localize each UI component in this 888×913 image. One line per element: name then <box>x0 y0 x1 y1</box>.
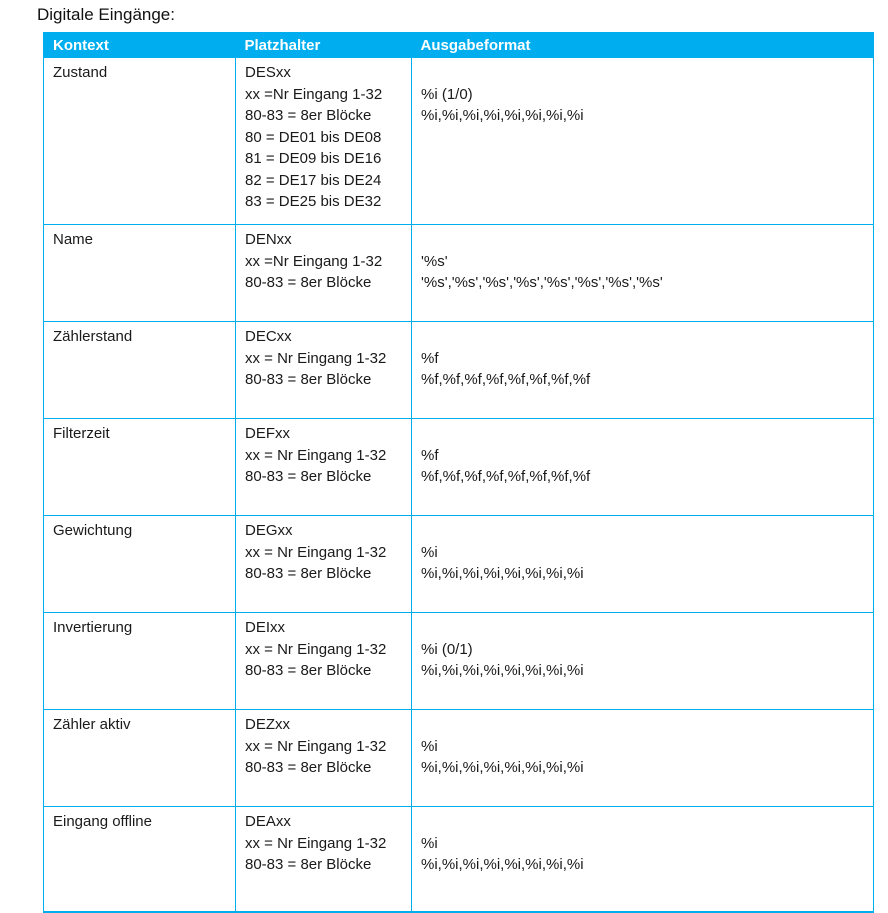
kontext-label: Zählerstand <box>53 328 133 345</box>
cell-platzhalter <box>236 419 412 516</box>
platzhalter-line: DEFxx <box>245 425 290 442</box>
platzhalter-line: 83 = DE25 bis DE32 <box>245 193 382 210</box>
ausgabeformat-line: '%s' <box>421 252 448 270</box>
platzhalter-line: DEIxx <box>245 619 286 636</box>
platzhalter-line: xx = Nr Eingang 1-32 <box>245 834 387 852</box>
platzhalter-line: 80-83 = 8er Blöcke <box>245 759 372 776</box>
column-header-platzhalter: Platzhalter <box>236 33 412 58</box>
platzhalter-line: xx =Nr Eingang 1-32 <box>245 252 383 270</box>
platzhalter-line: xx =Nr Eingang 1-32 <box>245 85 383 103</box>
table-row <box>44 225 874 322</box>
table-row <box>44 322 874 419</box>
ausgabeformat-line <box>421 811 867 833</box>
platzhalter-line: DESxx <box>245 64 291 81</box>
cell-ausgabeformat <box>412 58 874 225</box>
cell-platzhalter <box>236 322 412 419</box>
platzhalter-line: 81 = DE09 bis DE16 <box>245 150 382 167</box>
platzhalter-line: xx = Nr Eingang 1-32 <box>245 640 387 658</box>
table-row <box>44 710 874 807</box>
cell-ausgabeformat <box>412 807 874 913</box>
column-header-kontext: Kontext <box>44 33 236 58</box>
table-row <box>44 807 874 913</box>
column-header-ausgabeformat: Ausgabeformat <box>412 33 874 58</box>
cell-platzhalter <box>236 225 412 322</box>
ausgabeformat-line: %i (0/1) <box>421 640 473 658</box>
ausgabeformat-line: '%s','%s','%s','%s','%s','%s','%s','%s' <box>421 274 663 291</box>
table-row <box>44 58 874 225</box>
ausgabeformat-line: %i,%i,%i,%i,%i,%i,%i,%i <box>421 107 584 124</box>
platzhalter-line: DEZxx <box>245 716 290 733</box>
cell-ausgabeformat <box>412 710 874 807</box>
cell-ausgabeformat <box>412 613 874 710</box>
cell-kontext <box>44 516 236 613</box>
cell-kontext <box>44 613 236 710</box>
ausgabeformat-line <box>421 326 867 348</box>
kontext-label: Name <box>53 231 94 248</box>
platzhalter-line: xx = Nr Eingang 1-32 <box>245 737 387 755</box>
platzhalter-line: 80 = DE01 bis DE08 <box>245 128 382 146</box>
cell-ausgabeformat <box>412 516 874 613</box>
cell-kontext <box>44 710 236 807</box>
cell-platzhalter <box>236 710 412 807</box>
ausgabeformat-line: %i,%i,%i,%i,%i,%i,%i,%i <box>421 856 584 873</box>
ausgabeformat-line: %f,%f,%f,%f,%f,%f,%f,%f <box>421 371 591 388</box>
ausgabeformat-line: %i <box>421 737 438 755</box>
ausgabeformat-line: %i,%i,%i,%i,%i,%i,%i,%i <box>421 662 584 679</box>
cell-kontext <box>44 225 236 322</box>
ausgabeformat-line <box>421 62 867 84</box>
ausgabeformat-line <box>421 229 867 251</box>
platzhalter-line: xx = Nr Eingang 1-32 <box>245 543 387 561</box>
table-header-row <box>44 33 874 58</box>
platzhalter-line: 80-83 = 8er Blöcke <box>245 274 372 291</box>
platzhalter-line: 80-83 = 8er Blöcke <box>245 662 372 679</box>
cell-kontext <box>44 807 236 913</box>
cell-kontext <box>44 58 236 225</box>
ausgabeformat-line <box>421 520 867 542</box>
kontext-label: Gewichtung <box>53 522 133 539</box>
kontext-label: Zustand <box>53 64 108 81</box>
platzhalter-line: xx = Nr Eingang 1-32 <box>245 349 387 367</box>
cell-ausgabeformat <box>412 419 874 516</box>
platzhalter-line: DEAxx <box>245 813 291 830</box>
kontext-label: Filterzeit <box>53 425 110 442</box>
cell-platzhalter <box>236 807 412 913</box>
ausgabeformat-line: %i <box>421 543 438 561</box>
cell-ausgabeformat <box>412 225 874 322</box>
table-row <box>44 419 874 516</box>
platzhalter-line: 82 = DE17 bis DE24 <box>245 171 382 189</box>
table-row <box>44 613 874 710</box>
platzhalter-line: xx = Nr Eingang 1-32 <box>245 446 387 464</box>
kontext-label: Eingang offline <box>53 813 152 830</box>
ausgabeformat-line: %i,%i,%i,%i,%i,%i,%i,%i <box>421 565 584 582</box>
ausgabeformat-line: %i,%i,%i,%i,%i,%i,%i,%i <box>421 759 584 776</box>
digital-inputs-table <box>43 32 874 913</box>
platzhalter-line: 80-83 = 8er Blöcke <box>245 565 372 582</box>
ausgabeformat-line: %f <box>421 349 439 367</box>
cell-kontext <box>44 322 236 419</box>
ausgabeformat-line <box>421 423 867 445</box>
table-row <box>44 516 874 613</box>
cell-platzhalter <box>236 516 412 613</box>
ausgabeformat-line: %f,%f,%f,%f,%f,%f,%f,%f <box>421 468 591 485</box>
platzhalter-line: 80-83 = 8er Blöcke <box>245 371 372 388</box>
cell-kontext <box>44 419 236 516</box>
platzhalter-line: 80-83 = 8er Blöcke <box>245 107 372 124</box>
platzhalter-line: 80-83 = 8er Blöcke <box>245 468 372 485</box>
cell-platzhalter <box>236 613 412 710</box>
platzhalter-line: DENxx <box>245 231 292 248</box>
kontext-label: Invertierung <box>53 619 133 636</box>
ausgabeformat-line <box>421 617 867 639</box>
ausgabeformat-line <box>421 714 867 736</box>
kontext-label: Zähler aktiv <box>53 716 131 733</box>
platzhalter-line: DECxx <box>245 328 292 345</box>
ausgabeformat-line: %f <box>421 446 439 464</box>
cell-platzhalter <box>236 58 412 225</box>
ausgabeformat-line: %i (1/0) <box>421 85 473 103</box>
page-title: Digitale Eingänge: <box>37 5 175 24</box>
cell-ausgabeformat <box>412 322 874 419</box>
ausgabeformat-line: %i <box>421 834 438 852</box>
platzhalter-line: 80-83 = 8er Blöcke <box>245 856 372 873</box>
platzhalter-line: DEGxx <box>245 522 293 539</box>
